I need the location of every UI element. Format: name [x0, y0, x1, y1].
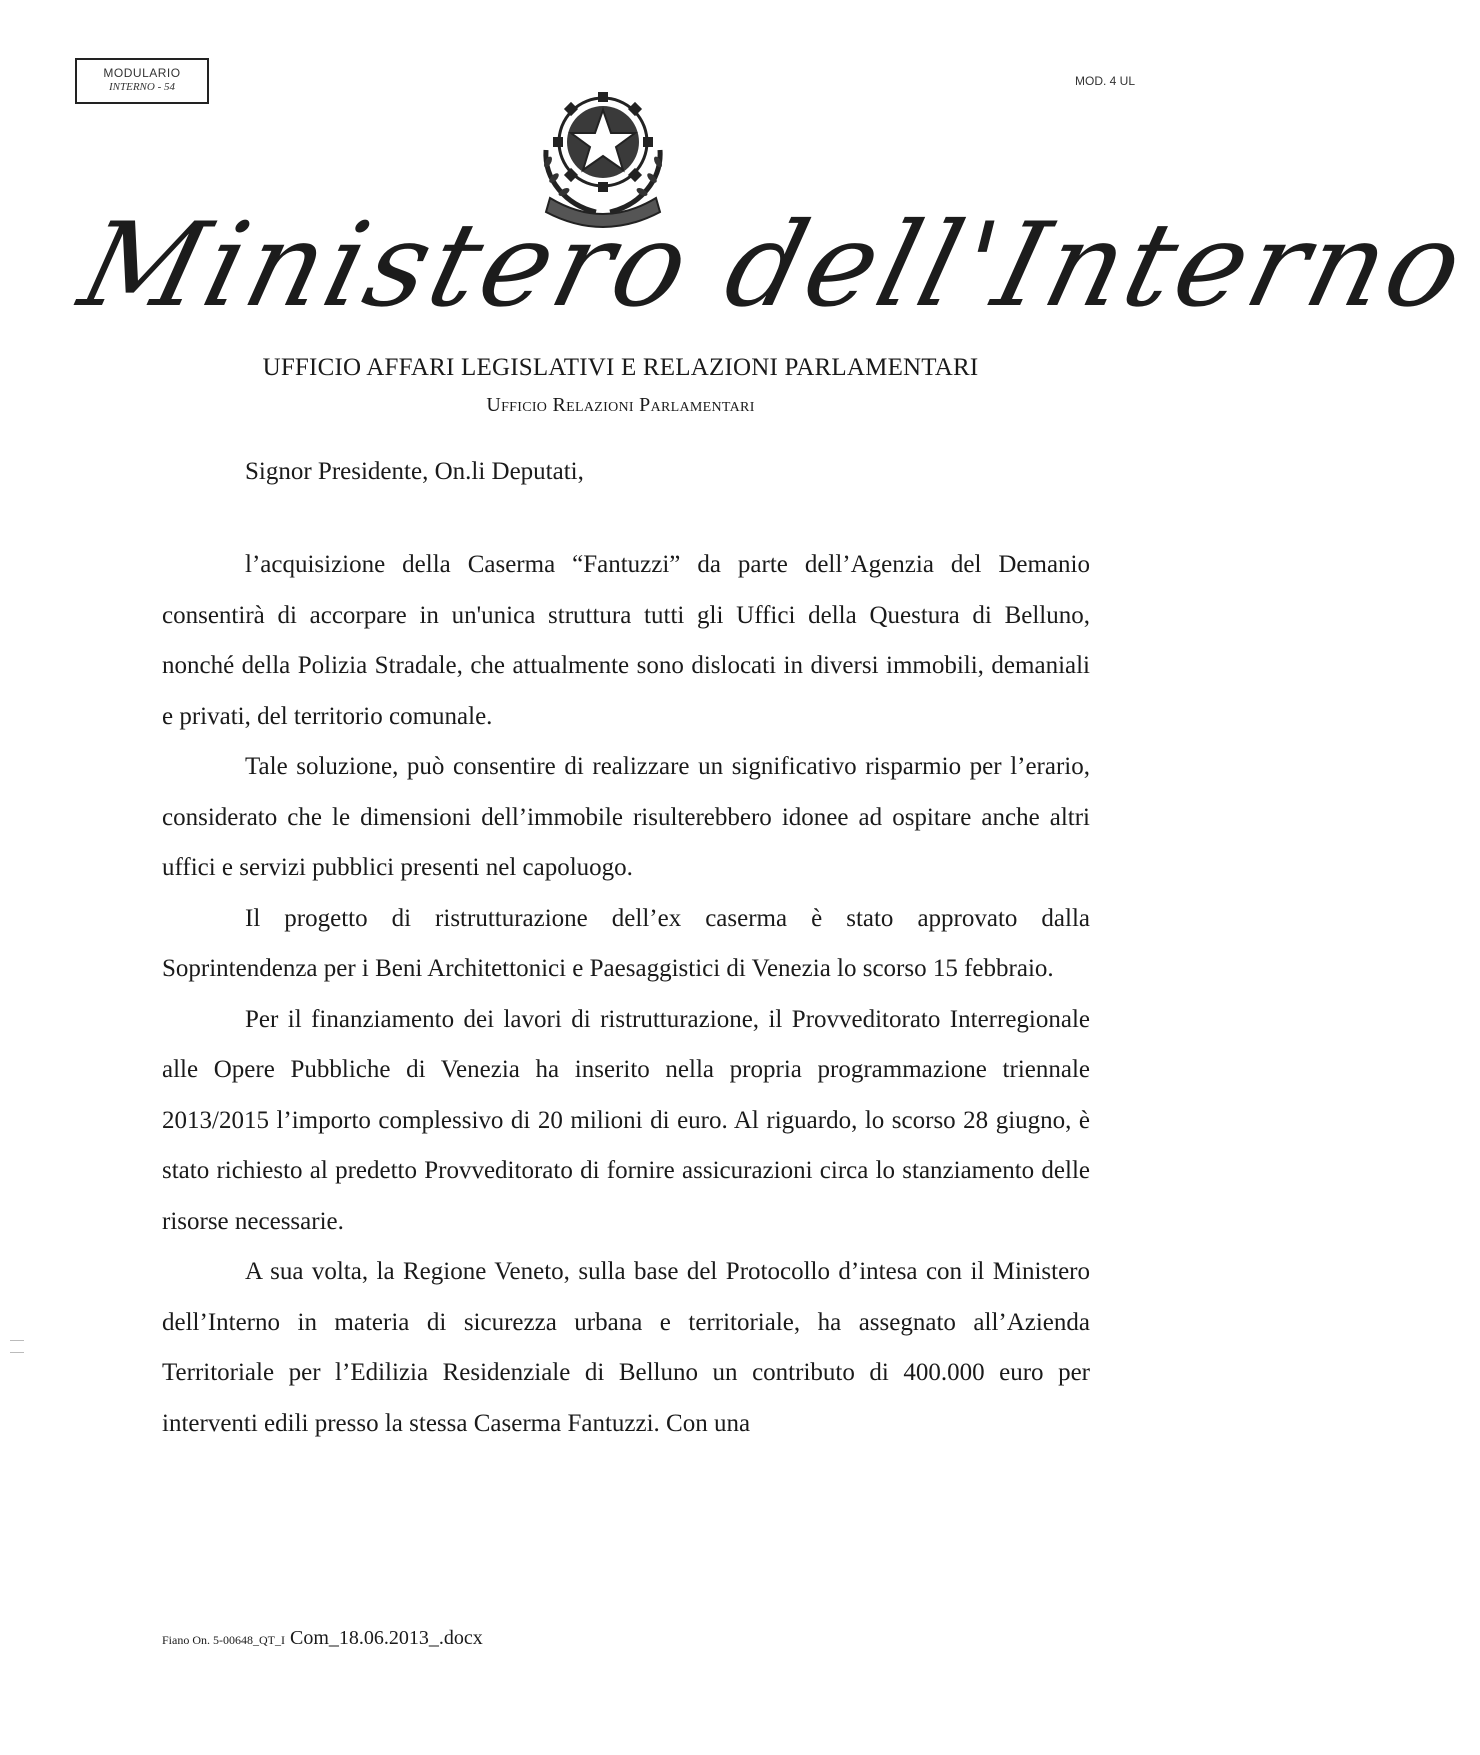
office-subname: Ufficio Relazioni Parlamentari — [486, 394, 755, 416]
file-reference-suffix: Com_18.06.2013_.docx — [290, 1627, 483, 1649]
paragraph: A sua volta, la Regione Veneto, sulla base del Protocollo d’intesa con il Ministero dell’Interno in materia di sicurezza urbana e territoriale, ha assegnato all’Azienda Territoriale per l’Edilizia Residenziale di Belluno un contributo di 400.000 euro per interventi edili presso la stessa Caserma Fantuzzi. Con una — [162, 1258, 1090, 1437]
paragraph: l’acquisizione della Caserma “Fantuzzi” da parte dell’Agenzia del Demanio consentirà di accorpare in un'unica struttura tutti gli Uffici della Questura di Belluno, nonché della Polizia Stradale, che attualmente sono dislocati in diversi immobili, demaniali e privati, del territorio comunale. — [162, 551, 1090, 730]
file-reference-prefix: Fiano On. 5-00648_QT_I — [162, 1633, 285, 1647]
mod-code: MOD. 4 UL — [1074, 74, 1135, 88]
office-name: UFFICIO AFFARI LEGISLATIVI E RELAZIONI PARLAMENTARI — [262, 354, 979, 381]
margin-mark — [10, 1352, 24, 1353]
modulario-code: INTERNO - 54 — [109, 81, 175, 93]
salutation: Signor Presidente, On.li Deputati, — [245, 458, 584, 485]
letter-body — [162, 540, 1090, 1449]
paragraph: Il progetto di ristrutturazione dell’ex caserma è stato approvato dalla Soprintendenza per i Beni Architettonici e Paesaggistici di Venezia lo scorso 15 febbraio. — [162, 904, 1090, 982]
modulario-label: MODULARIO — [103, 66, 181, 80]
paragraph: Per il finanziamento dei lavori di ristrutturazione, il Provveditorato Interregionale alle Opere Pubbliche di Venezia ha inserito nella propria programmazione triennale 2013/2015 l’importo complessivo di 20 milioni di euro. Al riguardo, lo scorso 28 giugno, è stato richiesto al predetto Provveditorato di fornire assicurazioni circa lo stanziamento delle risorse necessarie. — [162, 1005, 1090, 1235]
ministry-title: Ministero dell'Interno — [68, 198, 1480, 333]
modulario-box — [75, 58, 209, 104]
margin-mark — [10, 1340, 24, 1341]
file-reference — [162, 1627, 483, 1650]
paragraph: Tale soluzione, può consentire di realizzare un significativo risparmio per l’erario, considerato che le dimensioni dell’immobile risulterebbero idonee ad ospitare anche altri uffici e servizi pubblici presenti nel capoluogo. — [162, 753, 1090, 881]
